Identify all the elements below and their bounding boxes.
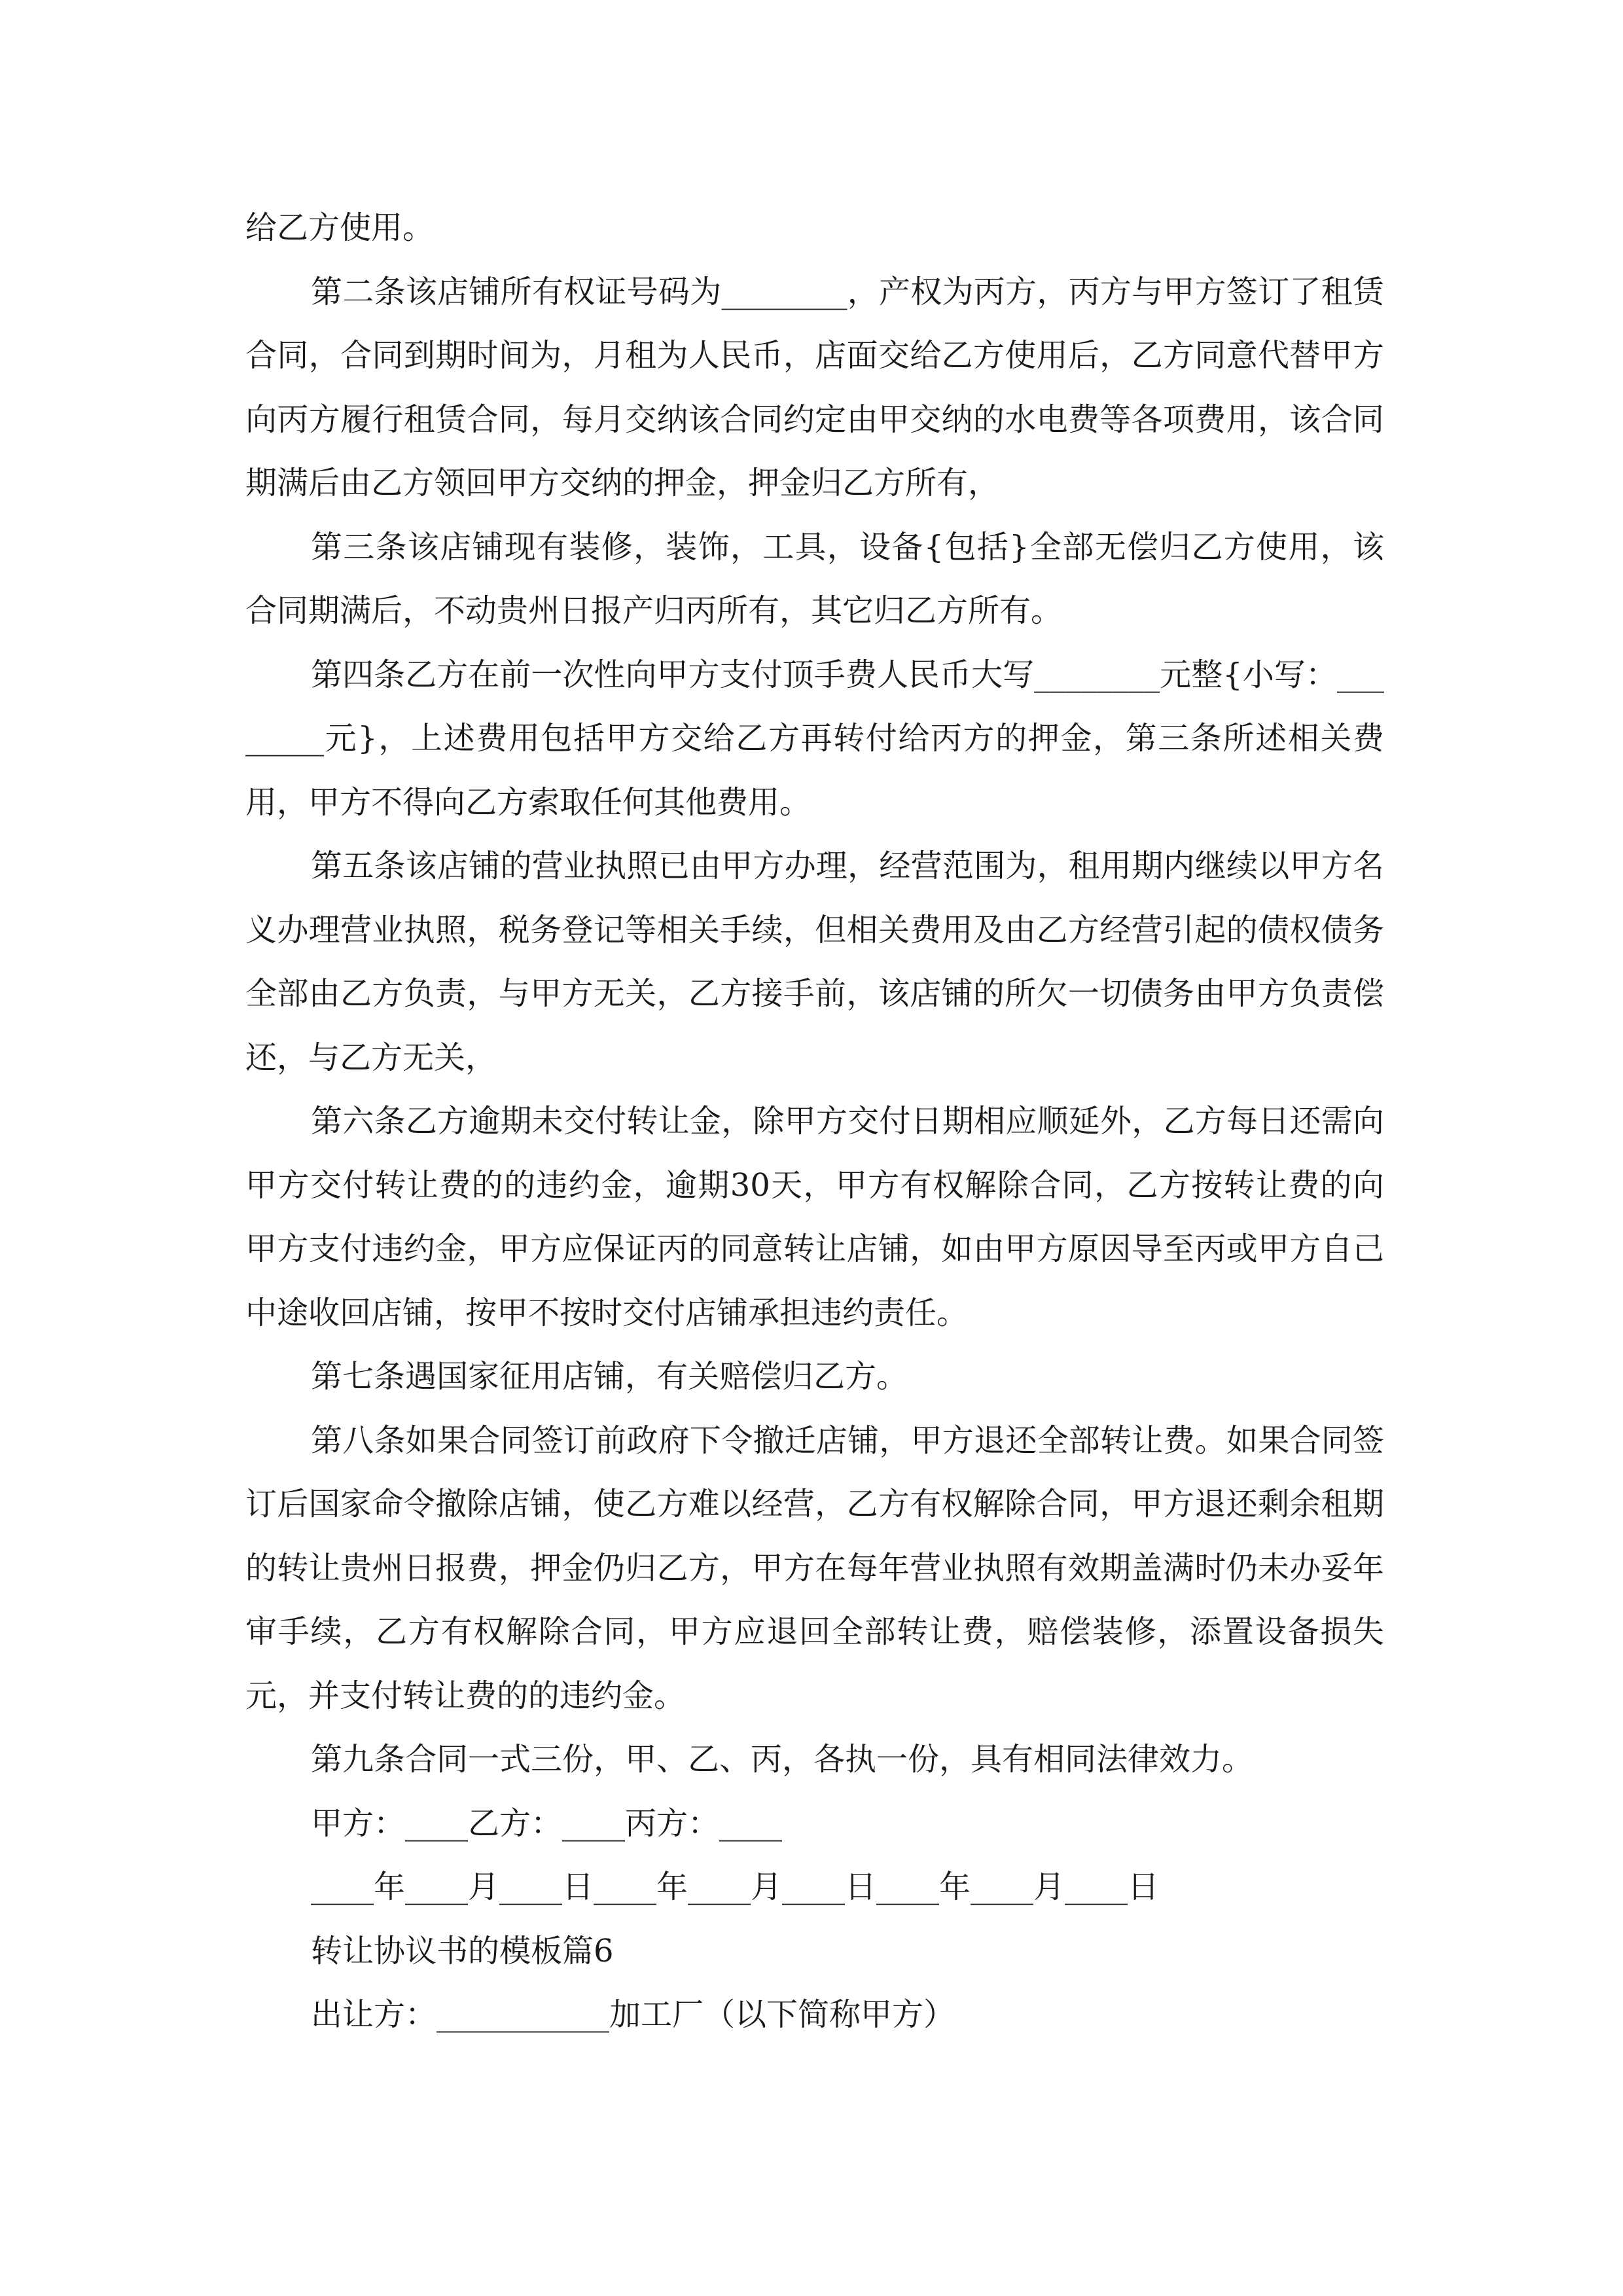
paragraph-article-6: 第六条乙方逾期未交付转让金，除甲方交付日期相应顺延外，乙方每日还需向甲方交付转让费的的违约金，逾期30天，甲方有权解除合同，乙方按转让费的向甲方支付违约金，甲方应保证丙的同意转让店铺，如由甲方原因导至丙或甲方自己中途收回店铺，按甲不按时交付店铺承担违约责任。 (245, 1103, 1384, 1331)
paragraph-article-9: 第九条合同一式三份，甲、乙、丙，各执一份，具有相同法律效力。 (311, 1741, 1254, 1778)
paragraph-article-4: 第四条乙方在前一次性向甲方支付顶手费人民币大写________元整{小写：________元}，上述费用包括甲方交给乙方再转付给丙方的押金，第三条所述相关费用，甲方不得向乙方索取任何其他费用。 (245, 656, 1384, 821)
paragraph-article-8: 第八条如果合同签订前政府下令撤迁店铺，甲方退还全部转让费。如果合同签订后国家命令撤除店铺，使乙方难以经营，乙方有权解除合同，甲方退还剩余租期的转让贵州日报费，押金仍归乙方，甲方在每年营业执照有效期盖满时仍未办妥年审手续，乙方有权解除合同，甲方应退回全部转让费，赔偿装修，添置设备损失元，并支付转让费的的违约金。 (245, 1422, 1384, 1714)
section-title: 转让协议书的模板篇6 (311, 1932, 614, 1969)
paragraph-article-2: 第二条该店铺所有权证号码为________，产权为丙方，丙方与甲方签订了租赁合同，合同到期时间为，月租为人民币，店面交给乙方使用后，乙方同意代替甲方向丙方履行租赁合同，每月交纳该合同约定由甲交纳的水电费等各项费用，该合同期满后由乙方领回甲方交纳的押金，押金归乙方所有， (245, 273, 1384, 501)
paragraph-article-3: 第三条该店铺现有装修，装饰，工具，设备{包括}全部无偿归乙方使用，该合同期满后，不动贵州日报产归丙所有，其它归乙方所有。 (245, 528, 1384, 629)
date-line: ____年____月____日____年____月____日____年____月____日 (311, 1869, 1160, 1905)
transferor-line: 出让方：___________加工厂（以下简称甲方） (311, 1996, 955, 2033)
signature-line: 甲方：____乙方：____丙方：____ (311, 1804, 783, 1842)
document-body (245, 196, 1384, 2047)
paragraph-article-5: 第五条该店铺的营业执照已由甲方办理，经营范围为，租用期内继续以甲方名义办理营业执照，税务登记等相关手续，但相关费用及由乙方经营引起的债权债务全部由乙方负责，与甲方无关，乙方接手前，该店铺的所欠一切债务由甲方负责偿还，与乙方无关， (245, 848, 1384, 1076)
paragraph-article-7: 第七条遇国家征用店铺，有关赔偿归乙方。 (311, 1358, 908, 1395)
paragraph-continuation: 给乙方使用。 (245, 209, 435, 246)
